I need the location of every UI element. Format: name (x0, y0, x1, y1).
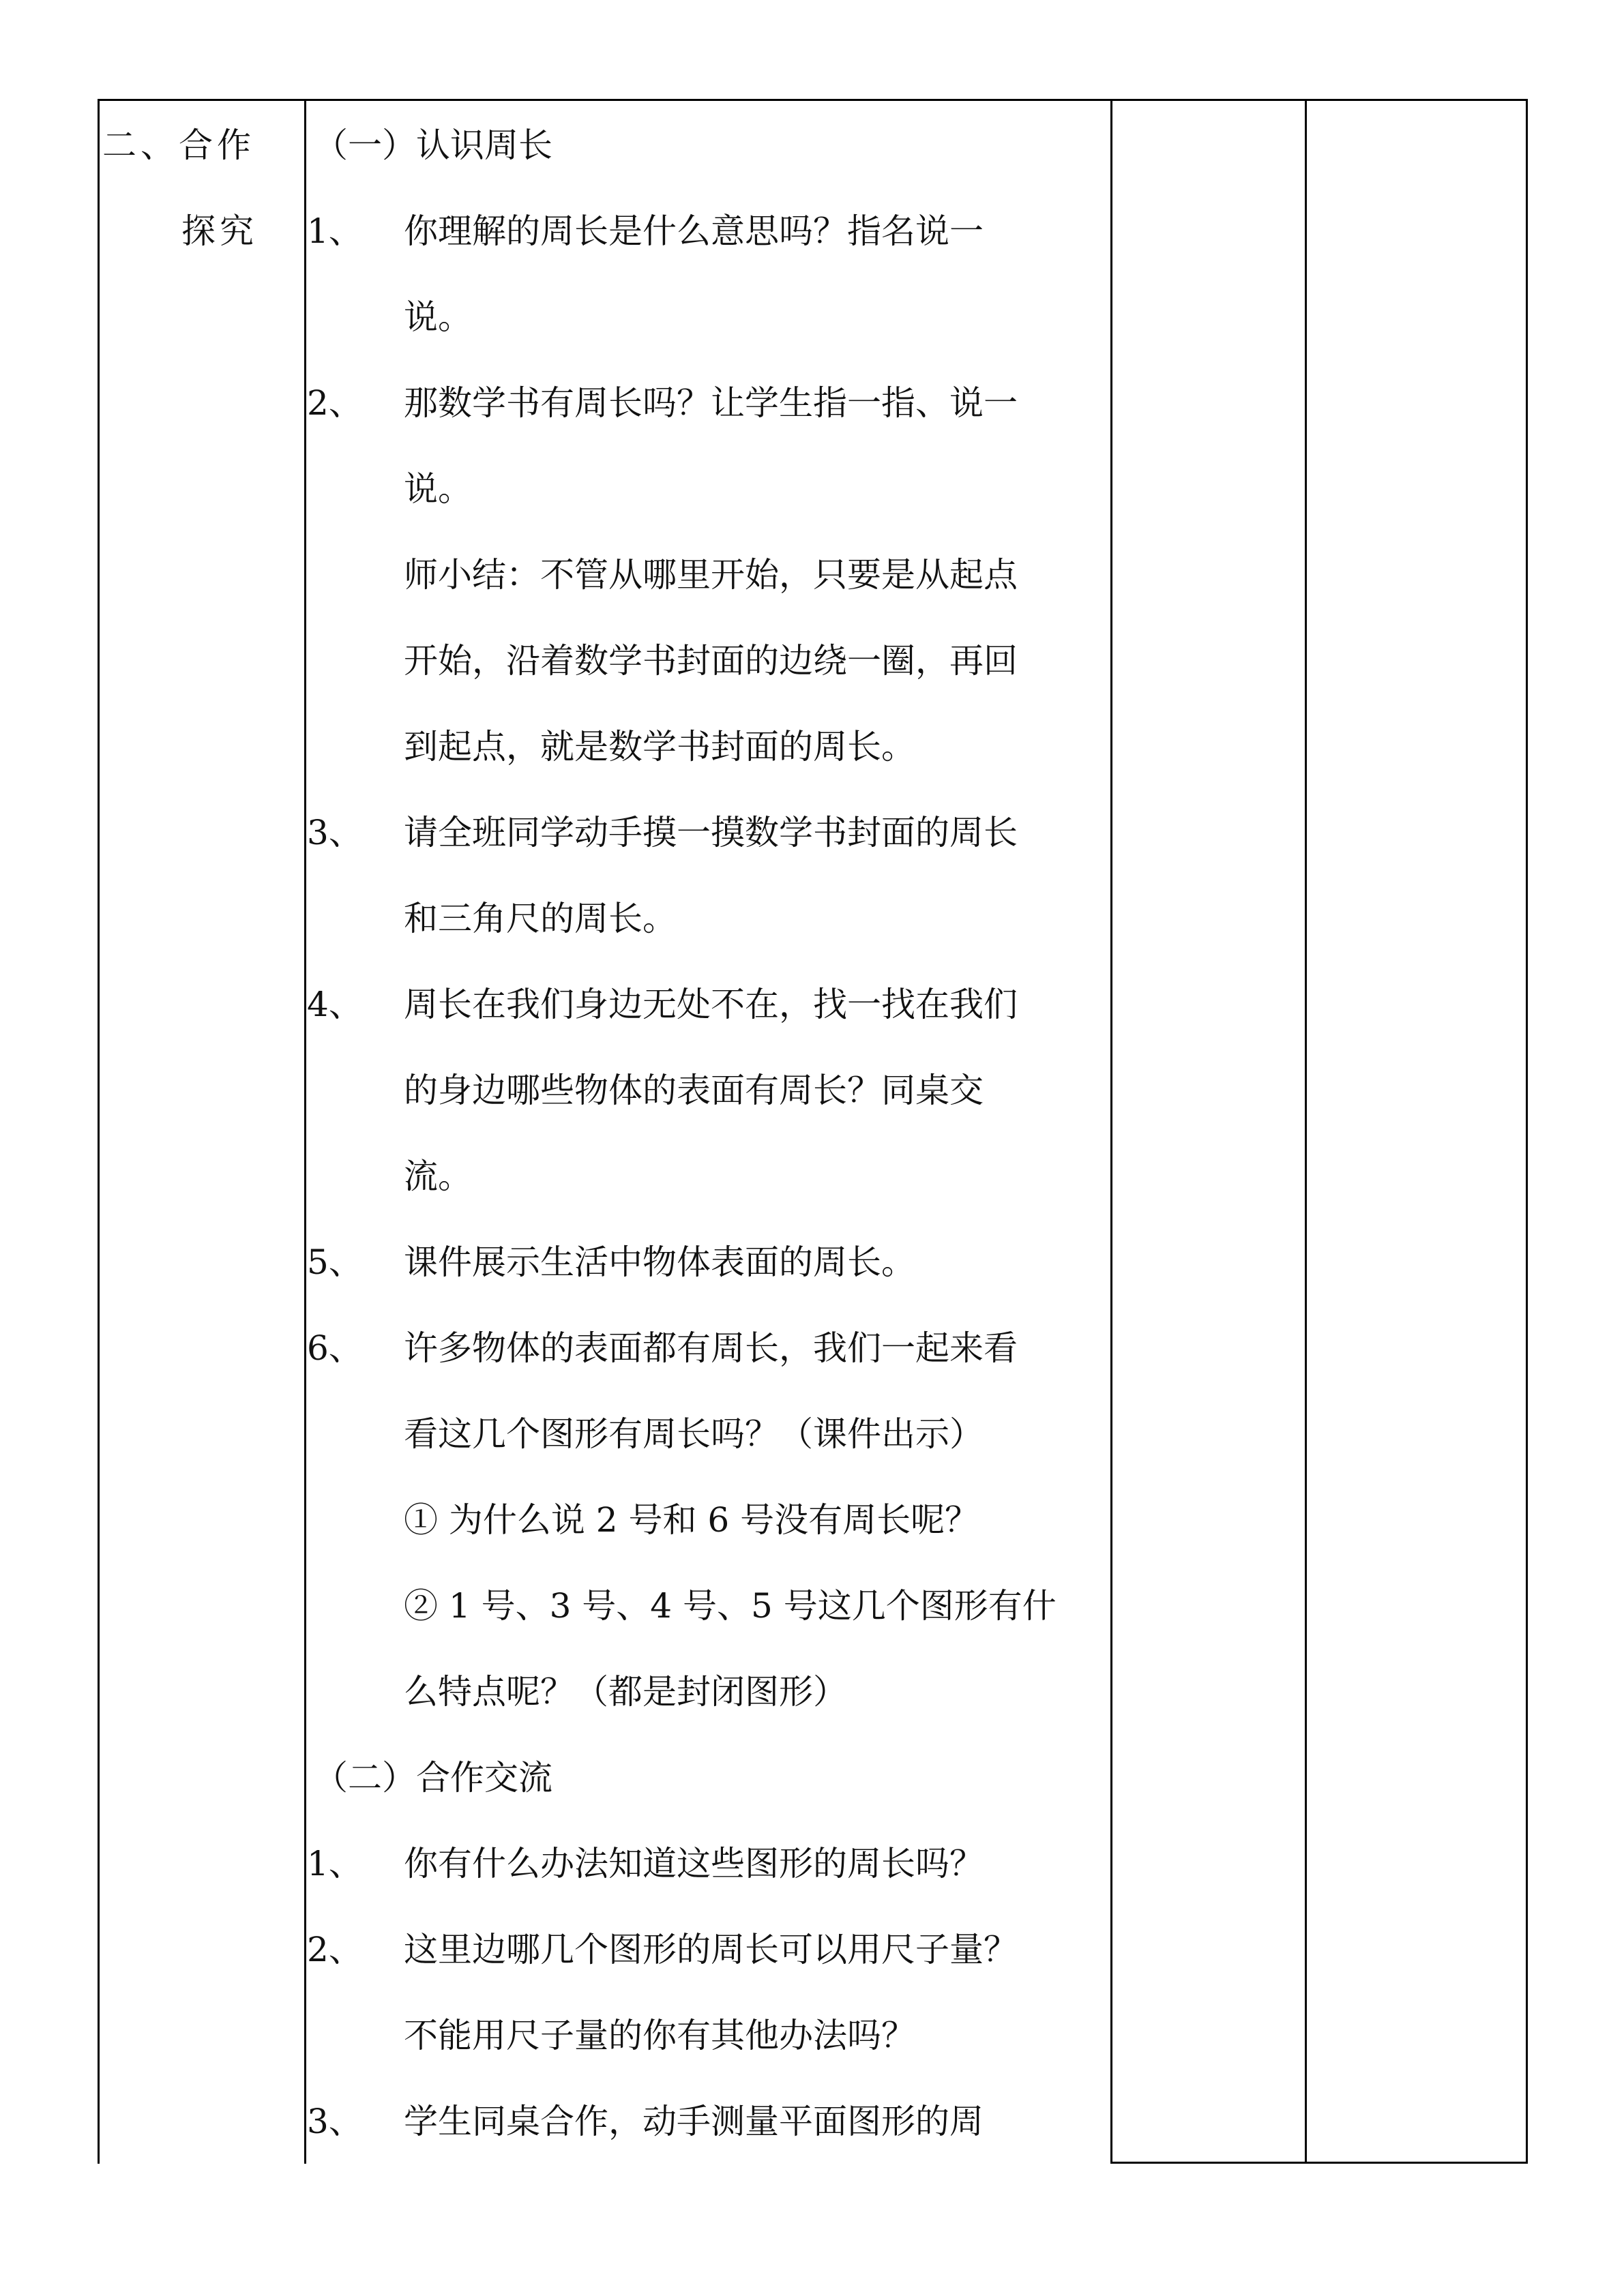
list-item (307, 188, 1105, 274)
list-item-text: 课件展示生活中物体表面的周长。 (404, 1242, 915, 1282)
list-item-text: 请全班同学动手摸一摸数学书封面的周长 (404, 813, 1018, 852)
list-item-continuation (307, 1477, 1105, 1563)
list-item-continuation (307, 876, 1105, 961)
stage-label-line1: 二、合作 (102, 125, 255, 165)
list-item (307, 1305, 1105, 1391)
lesson-content (307, 102, 1105, 2164)
list-item (307, 2078, 1105, 2164)
list-item-continuation (307, 1133, 1105, 1219)
section-heading-text: （一）认识周长 (314, 125, 552, 165)
list-item-number: 2、 (307, 1930, 363, 1969)
list-item-continuation (307, 1993, 1105, 2078)
list-item-number: 5、 (307, 1242, 363, 1282)
list-item-text: 不能用尺子量的你有其他办法吗？ (404, 2016, 915, 2055)
list-item-number: 1、 (307, 1844, 363, 1883)
column-divider-1 (304, 99, 306, 2164)
list-item-number: 4、 (307, 985, 363, 1024)
list-item-text: 看这几个图形有周长吗？（课件出示） (404, 1414, 984, 1454)
list-item-text: 你有什么办法知道这些图形的周长吗？ (404, 1844, 984, 1883)
list-item-text: 学生同桌合作，动手测量平面图形的周 (404, 2102, 984, 2141)
list-item-continuation (307, 1649, 1105, 1735)
list-item-text: 许多物体的表面都有周长，我们一起来看 (404, 1328, 1018, 1368)
list-item-text: 说。 (404, 469, 472, 509)
list-item-text: 流。 (404, 1157, 472, 1196)
list-item-number: 2、 (307, 383, 363, 423)
right-cells-bottom-border (1110, 2162, 1528, 2164)
list-item-text: 说。 (404, 297, 472, 337)
section-heading (307, 1735, 1105, 1821)
section-heading (307, 102, 1105, 188)
list-item-text: 的身边哪些物体的表面有周长？同桌交 (404, 1071, 984, 1110)
list-item (307, 961, 1105, 1047)
list-item-text: 和三角尺的周长。 (404, 899, 677, 938)
list-item (307, 790, 1105, 876)
section-heading-text: （二）合作交流 (314, 1758, 552, 1798)
list-item-continuation (307, 1047, 1105, 1133)
table-left-border (98, 99, 100, 2164)
list-item-number: 3、 (307, 813, 363, 852)
list-item-continuation (307, 446, 1105, 532)
list-item-continuation (307, 532, 1105, 618)
list-item-continuation (307, 1563, 1105, 1649)
list-item-text: 师小结：不管从哪里开始，只要是从起点 (404, 555, 1018, 595)
list-item (307, 1907, 1105, 1993)
stage-label-line2: 探究 (181, 211, 258, 251)
list-item-text: 开始，沿着数学书封面的边绕一圈，再回 (404, 641, 1018, 681)
list-item-text: ② 1 号、3 号、4 号、5 号这几个图形有什 (404, 1586, 1057, 1626)
table-top-border (98, 99, 1528, 101)
list-item-continuation (307, 704, 1105, 790)
list-item-text: 到起点，就是数学书封面的周长。 (404, 727, 915, 766)
list-item-text: 你理解的周长是什么意思吗？指名说一 (404, 211, 984, 251)
list-item (307, 360, 1105, 446)
column-divider-2 (1110, 99, 1112, 2164)
list-item-number: 3、 (307, 2102, 363, 2141)
list-item (307, 1219, 1105, 1305)
list-item-continuation (307, 1391, 1105, 1477)
list-item-continuation (307, 618, 1105, 704)
list-item (307, 1821, 1105, 1907)
table-right-border (1526, 99, 1528, 2164)
list-item-text: 周长在我们身边无处不在，找一找在我们 (404, 985, 1018, 1024)
list-item-number: 1、 (307, 211, 363, 251)
list-item-continuation (307, 274, 1105, 360)
list-item-number: 6、 (307, 1328, 363, 1368)
list-item-text: 么特点呢？（都是封闭图形） (404, 1672, 847, 1712)
column-divider-3 (1305, 99, 1307, 2164)
list-item-text: 这里边哪几个图形的周长可以用尺子量？ (404, 1930, 1018, 1969)
list-item-text: 那数学书有周长吗？让学生指一指、说一 (404, 383, 1018, 423)
list-item-text: ① 为什么说 2 号和 6 号没有周长呢？ (404, 1500, 979, 1540)
